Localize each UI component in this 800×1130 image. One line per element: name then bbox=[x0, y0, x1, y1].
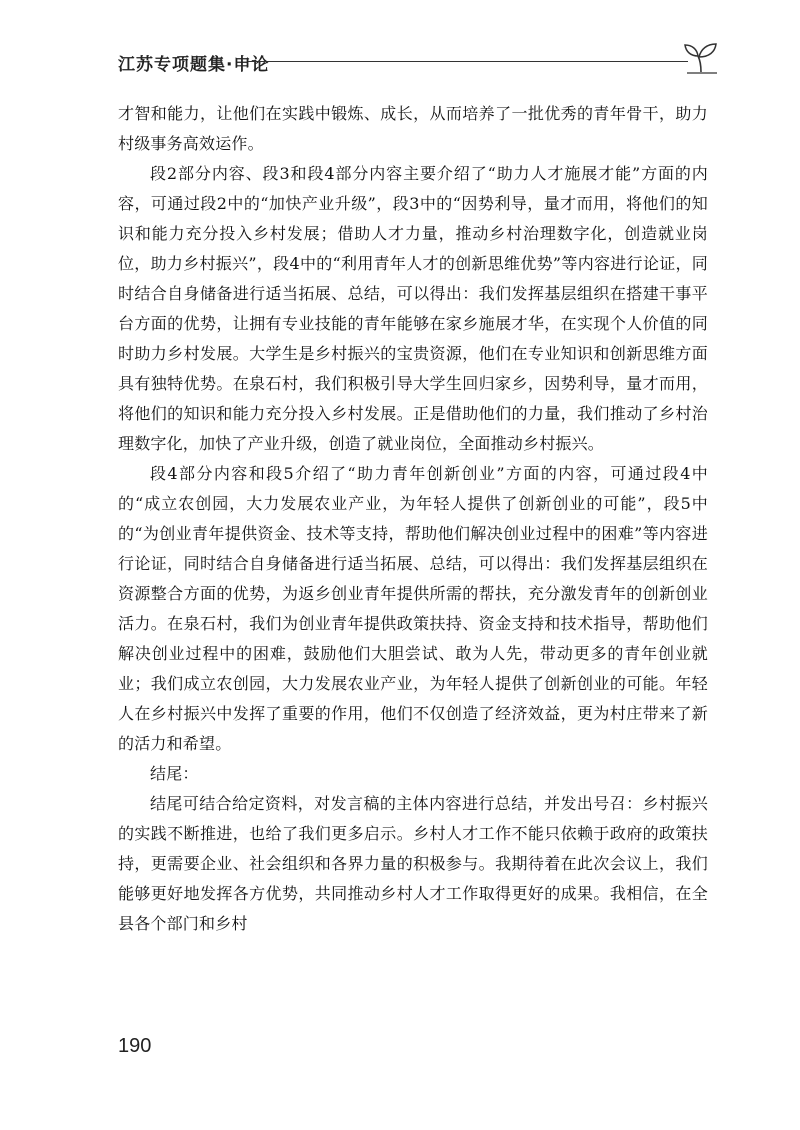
header-rule bbox=[248, 61, 688, 62]
paragraph-youth-entrepreneurship: 段4部分内容和段5介绍了“助力青年创新创业”方面的内容，可通过段4中的“成立农创园，大力发展农业产业，为年轻人提供了创新创业的可能”，段5中的“为创业青年提供资金、技术等支持，帮助他们解决创业过程中的困难”等内容进行论证，同时结合自身储备进行适当拓展、总结，可以得出：我们发挥基层组织在资源整合方面的优势，为返乡创业青年提供所需的帮扶，充分激发青年的创新创业活力。在泉石村，我们为创业青年提供政策扶持、资金支持和技术指导，帮助他们解决创业过程中的困难，鼓励他们大胆尝试、敢为人先，带动更多的青年创业就业；我们成立农创园，大力发展农业产业，为年轻人提供了创新创业的可能。年轻人在乡村振兴中发挥了重要的作用，他们不仅创造了经济效益，更为村庄带来了新的活力和希望。 bbox=[118, 464, 708, 753]
paragraph-talent-showcase: 段2部分内容、段3和段4部分内容主要介绍了“助力人才施展才能”方面的内容，可通过段2中的“加快产业升级”，段3中的“因势利导，量才而用，将他们的知识和能力充分投入乡村发展；借助人才力量，推动乡村治理数字化，创造就业岗位，助力乡村振兴”，段4中的“利用青年人才的创新思维优势”等内容进行论证，同时结合自身储备进行适当拓展、总结，可以得出：我们发挥基层组织在搭建干事平台方面的优势，让拥有专业技能的青年能够在家乡施展才华，在实现个人价值的同时助力乡村发展。大学生是乡村振兴的宝贵资源，他们在专业知识和创新思维方面具有独特优势。在泉石村，我们积极引导大学生回归家乡，因势利导，量才而用，将他们的知识和能力充分投入乡村发展。正是借助他们的力量，我们推动了乡村治理数字化，加快了产业升级，创造了就业岗位，全面推动乡村振兴。 bbox=[118, 164, 708, 453]
body-text bbox=[118, 99, 708, 939]
book-title: 江苏专项题集·申论 bbox=[118, 55, 270, 75]
page-number: 190 bbox=[118, 1035, 152, 1057]
running-header bbox=[118, 40, 718, 80]
paragraph-continuation: 才智和能力，让他们在实践中锻炼、成长，从而培养了一批优秀的青年骨干，助力村级事务高效运作。 bbox=[118, 104, 708, 153]
sprout-icon bbox=[683, 40, 719, 74]
section-heading-ending: 结尾： bbox=[150, 764, 199, 783]
paragraph-ending: 结尾可结合给定资料，对发言稿的主体内容进行总结，并发出号召：乡村振兴的实践不断推进，也给了我们更多启示。乡村人才工作不能只依赖于政府的政策扶持，更需要企业、社会组织和各界力量的积极参与。我期待着在此次会议上，我们能够更好地发挥各方优势，共同推动乡村人才工作取得更好的成果。我相信，在全县各个部门和乡村 bbox=[118, 794, 708, 933]
